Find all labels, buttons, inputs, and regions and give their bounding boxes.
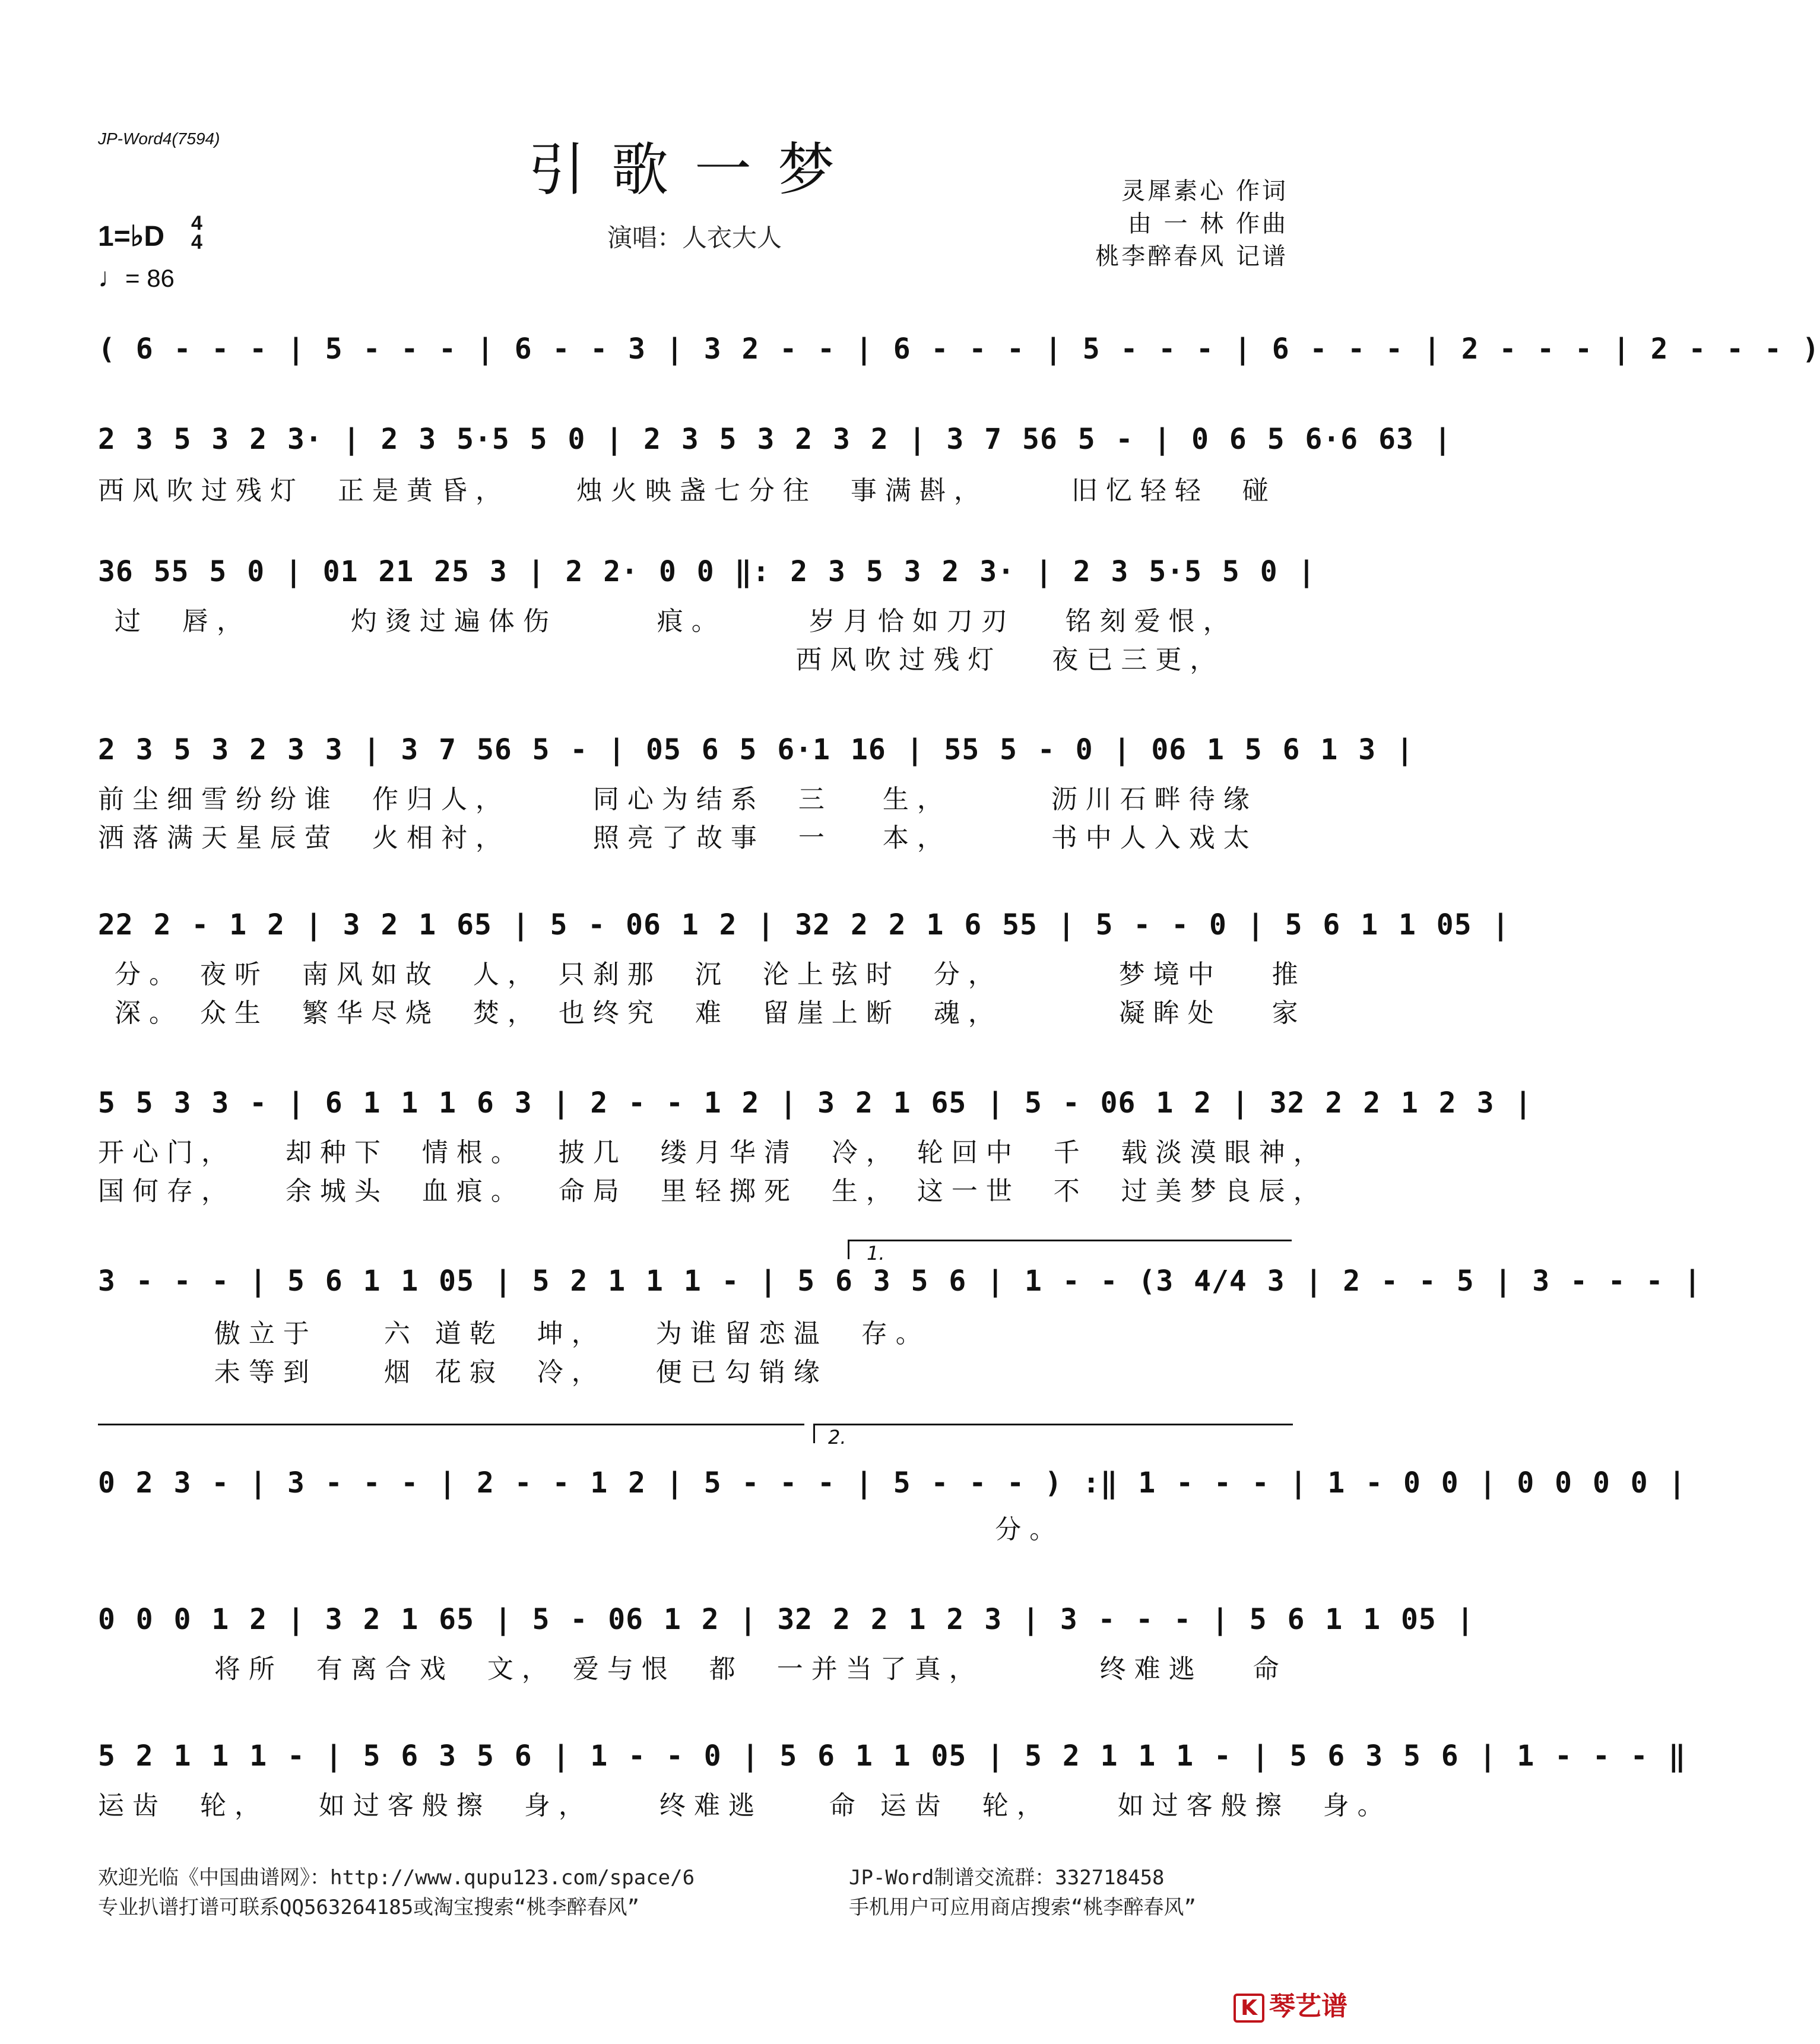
song-title: 引歌一梦: [528, 137, 861, 203]
time-signature-bottom: 4: [191, 231, 202, 253]
notes: 5 5 3 3 - | 6 1 1 1 6 3 | 2 - - 1 2 | 3 2 1 65 | 5 - 06 1 2 | 32 2 2 1 2 3 |: [98, 1086, 1533, 1120]
lyrics-line-5-verse-2: 深。 众生 繁华尽烧 焚， 也终究 难 留崖上断 魂， 凝眸处 家: [98, 998, 1307, 1028]
footer-site-link: 欢迎光临《中国曲谱网》：http://www.qupu123.com/space/6: [98, 1866, 695, 1890]
notes: 0 0 0 1 2 | 3 2 1 65 | 5 - 06 1 2 | 32 2 2 1 2 3 | 3 - - - | 5 6 1 1 05 |: [98, 1603, 1475, 1636]
singer-credit: 演唱：人衣大人: [607, 223, 782, 252]
notes: 36 55 5 0 | 01 21 25 3 | 2 2· 0 0 ‖: 2 3 5 3 2 3· | 2 3 5·5 5 0 |: [98, 555, 1316, 588]
lyrics-line-4-verse-2: 洒落满天星辰萤 火相衬， 照亮了故事 一 本， 书中人入戏太: [98, 823, 1258, 853]
notes: 3 - - - | 5 6 1 1 05 | 5 2 1 1 1 - | 5 6 3 5 6 | 1 - - (3 4/4 3 | 2 - - 5 | 3 - - - |: [98, 1265, 1702, 1298]
volta-bracket-2: [813, 1424, 1293, 1443]
volta-label-2: 2.: [828, 1426, 846, 1449]
footer-contact: 专业扒谱打谱可联系QQ563264185或淘宝搜索“桃李醉春风”: [98, 1896, 640, 1919]
quarter-note-icon: ♩: [98, 262, 125, 293]
lyrics-line-7-verse-2: 未等到 烟 花寂 冷， 便已勾销缘: [98, 1357, 828, 1387]
score-line-2: [98, 423, 1452, 456]
score-line-7: [98, 1265, 1702, 1298]
logo-icon: K: [1234, 1994, 1264, 2023]
notes: ( 6 - - - | 5 - - - | 6 - - 3 | 3 2 - - | 6 - - - | 5 - - - | 6 - - - | 2 - - - | 2 - - - ): [98, 332, 1820, 366]
composer-credit: 由 一 林 作曲: [1127, 210, 1288, 237]
volta-bracket-1-continued: [98, 1424, 804, 1443]
lyrics-line-6-verse-1: 开心门， 却种下 情根。 披几 缕月华清 冷， 轮回中 千 载淡漠眼神，: [98, 1137, 1328, 1168]
score-line-5: [98, 908, 1510, 942]
score-line-9: [98, 1603, 1475, 1636]
lyricist-credit: 灵犀素心 作词: [1121, 178, 1288, 205]
notes: 0 2 3 - | 3 - - - | 2 - - 1 2 | 5 - - - | 5 - - - ) :‖ 1 - - - | 1 - 0 0 | 0 0 0 0 |: [98, 1466, 1686, 1500]
footer-app-search: 手机用户可应用商店搜索“桃李醉春风”: [849, 1896, 1196, 1919]
lyrics-line-3-verse-2: 西风吹过残灯 夜已三更，: [98, 645, 1225, 675]
transcriber-credit: 桃李醉春风 记谱: [1095, 243, 1288, 270]
lyrics-line-5-verse-1: 分。 夜听 南风如故 人， 只刹那 沉 沦上弦时 分， 梦境中 推: [98, 959, 1307, 990]
score-line-8: [98, 1466, 1686, 1500]
software-label: JP-Word4(7594): [98, 129, 220, 148]
notes: 2 3 5 3 2 3· | 2 3 5·5 5 0 | 2 3 5 3 2 3 2 | 3 7 56 5 - | 0 6 5 6·6 63 |: [98, 423, 1452, 456]
score-line-4: [98, 733, 1414, 766]
watermark-text: 琴艺谱: [1269, 1991, 1347, 2021]
volta-bracket-1: [848, 1240, 1292, 1259]
time-signature: [191, 214, 202, 252]
volta-label-1: 1.: [867, 1242, 885, 1265]
lyrics-line-3-verse-1: 过 唇， 灼烫过遍体伤 痕。 岁月恰如刀刃 铭刻爱恨，: [98, 606, 1238, 636]
footer-group: JP-Word制谱交流群：332718458: [849, 1866, 1165, 1890]
lyrics-line-10-verse-1: 运齿 轮， 如过客般擦 身， 终难逃 命 运齿 轮， 如过客般擦 身。: [98, 1791, 1392, 1821]
notes: 2 3 5 3 2 3 3 | 3 7 56 5 - | 05 6 5 6·1 16 | 55 5 - 0 | 06 1 5 6 1 3 |: [98, 733, 1414, 766]
lyrics-line-2-verse-1: 西风吹过残灯 正是黄昏， 烛火映盏七分往 事满斟， 旧忆轻轻 碰: [98, 476, 1277, 506]
score-line-6: [98, 1086, 1533, 1120]
notes: 22 2 - 1 2 | 3 2 1 65 | 5 - 06 1 2 | 32 2 2 1 6 55 | 5 - - 0 | 5 6 1 1 05 |: [98, 908, 1510, 942]
time-signature-top: 4: [191, 212, 202, 234]
score-line-3: [98, 555, 1316, 588]
lyrics-line-8-verse-1: 分。: [98, 1514, 1064, 1545]
score-line-10: [98, 1739, 1686, 1773]
site-watermark: [1234, 1985, 1347, 2023]
lyrics-line-9-verse-1: 将所 有离合戏 文， 爱与恨 都 一并当了真， 终难逃 命: [98, 1654, 1288, 1684]
lyrics-line-4-verse-1: 前尘细雪纷纷谁 作归人， 同心为结系 三 生， 沥川石畔待缘: [98, 784, 1258, 815]
tempo-marking: [98, 261, 175, 293]
notes: 5 2 1 1 1 - | 5 6 3 5 6 | 1 - - 0 | 5 6 1 1 05 | 5 2 1 1 1 - | 5 6 3 5 6 | 1 - - - ‖: [98, 1739, 1686, 1773]
tempo-value: = 86: [125, 264, 175, 292]
score-line-1: [98, 332, 1820, 366]
key-signature: 1=♭D: [98, 221, 165, 252]
lyrics-line-6-verse-2: 国何存， 余城头 血痕。 命局 里轻掷死 生， 这一世 不 过美梦良辰，: [98, 1176, 1328, 1206]
lyrics-line-7-verse-1: 傲立于 六 道乾 坤， 为谁留恋温 存。: [98, 1319, 930, 1349]
